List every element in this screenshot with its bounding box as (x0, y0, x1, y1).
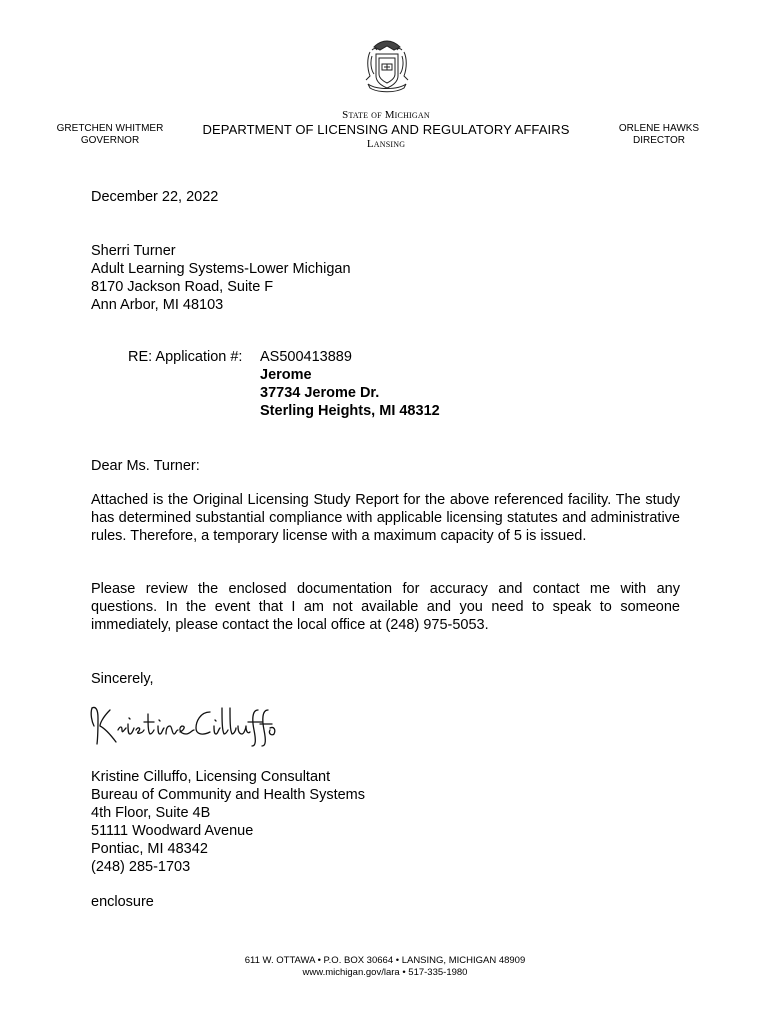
department-name: DEPARTMENT OF LICENSING AND REGULATORY AFFAIRS (202, 122, 570, 137)
facility-street: 37734 Jerome Dr. (260, 385, 380, 401)
recipient-line: Adult Learning Systems-Lower Michigan (91, 261, 351, 277)
signer-line: Pontiac, MI 48342 (91, 841, 208, 857)
letterhead-center (200, 109, 572, 151)
recipient-address (91, 242, 351, 314)
facility-name: Jerome (260, 367, 312, 383)
signer-block (91, 768, 365, 876)
footer-contact: www.michigan.gov/lara • 517-335-1980 (302, 967, 468, 978)
paragraph: Attached is the Original Licensing Study Report for the above referenced facility. The study has determined substantial compliance with applicable licensing statutes and administrative rules. Therefore, a temporary license with a maximum capacity of 5 is issued. (91, 492, 680, 544)
state-name: State of Michigan (342, 109, 430, 121)
director-block (594, 123, 724, 147)
closing: Sincerely, (91, 671, 154, 687)
signer-line: 4th Floor, Suite 4B (91, 805, 211, 821)
application-number: AS500413889 (260, 349, 352, 365)
recipient-line: 8170 Jackson Road, Suite F (91, 279, 274, 295)
recipient-line: Ann Arbor, MI 48103 (91, 297, 224, 313)
recipient-line: Sherri Turner (91, 243, 176, 259)
city-name: Lansing (366, 138, 406, 150)
governor-name: GRETCHEN WHITMER (56, 123, 164, 134)
enclosure-note: enclosure (91, 894, 154, 910)
re-details (260, 348, 440, 420)
signer-line: Bureau of Community and Health Systems (91, 787, 366, 803)
handwritten-signature (88, 700, 278, 750)
governor-title: GOVERNOR (80, 135, 140, 146)
signer-line: (248) 285-1703 (91, 859, 191, 875)
letter-date: December 22, 2022 (91, 189, 219, 205)
facility-city: Sterling Heights, MI 48312 (260, 403, 440, 419)
re-label: RE: Application #: (128, 349, 243, 365)
governor-block (45, 123, 175, 147)
paragraph: Please review the enclosed documentation for accuracy and contact me with any questions. In the event that I am not available and you need to speak to someone immediately, please contact the local office at (248) 975-5053. (91, 581, 680, 633)
signer-line: Kristine Cilluffo, Licensing Consultant (91, 769, 331, 785)
director-name: ORLENE HAWKS (618, 123, 700, 134)
signer-line: 51111 Woodward Avenue (91, 823, 254, 839)
footer-address: 611 W. OTTAWA • P.O. BOX 30664 • LANSING, MICHIGAN 48909 (244, 955, 526, 966)
michigan-seal-icon (362, 38, 412, 96)
director-title: DIRECTOR (632, 135, 686, 146)
salutation: Dear Ms. Turner: (91, 458, 200, 474)
